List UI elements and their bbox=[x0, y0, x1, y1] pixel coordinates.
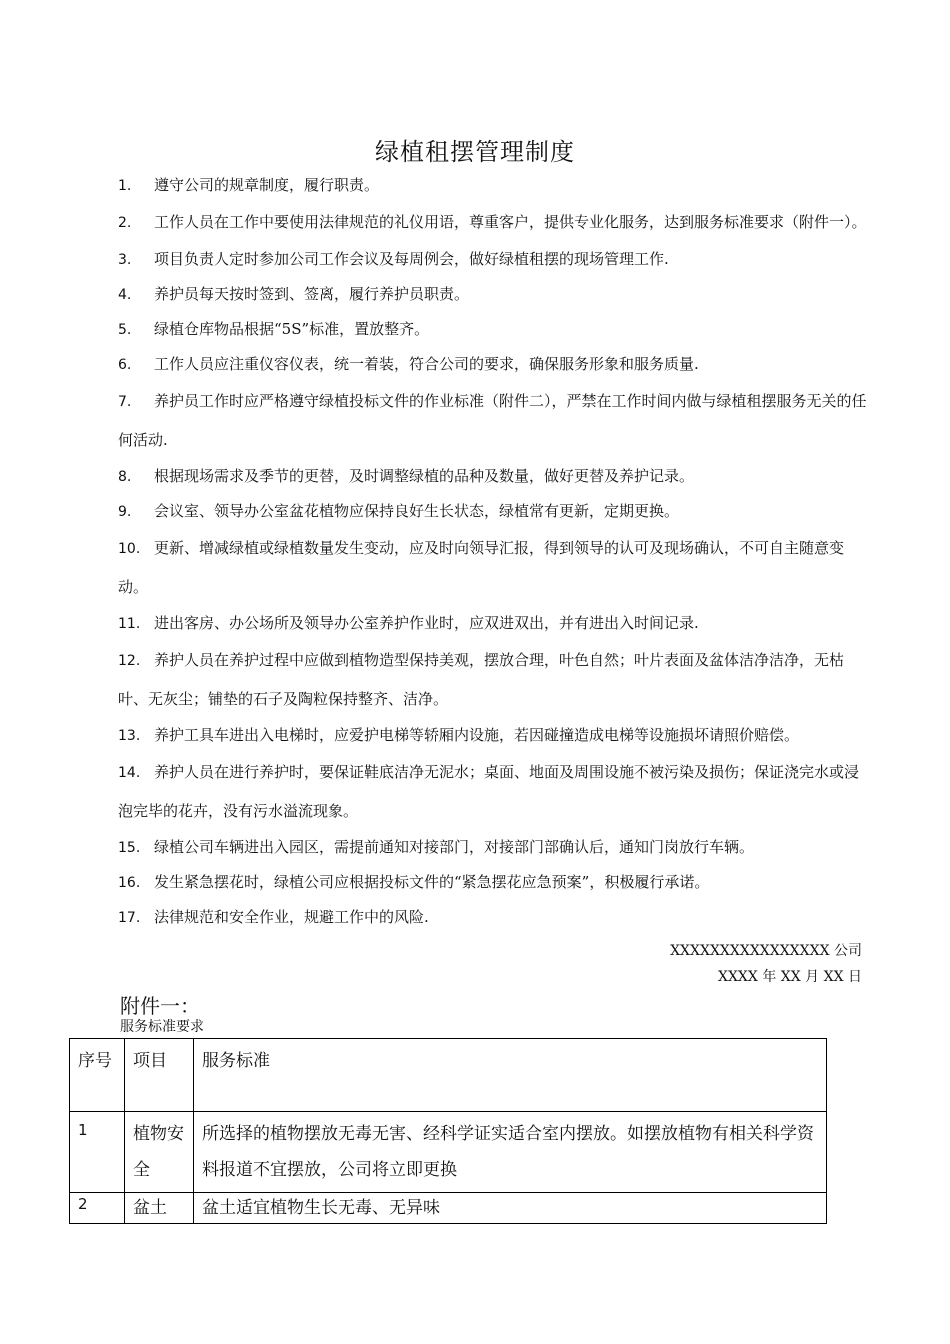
row-num: 1 bbox=[70, 1112, 125, 1193]
rule-text: 进出客房、办公场所及领导办公室养护作业时，应双进双出，并有进出入时间记录. bbox=[154, 614, 699, 632]
rule-item bbox=[118, 830, 870, 865]
rule-number: 9. bbox=[118, 504, 132, 520]
rule-item bbox=[118, 277, 870, 312]
rule-text: 根据现场需求及季节的更替，及时调整绿植的品种及数量，做好更替及养护记录。 bbox=[154, 467, 695, 485]
rule-number: 17. bbox=[118, 910, 141, 926]
rule-item bbox=[118, 347, 870, 382]
row-num: 2 bbox=[70, 1193, 125, 1224]
rule-number: 5. bbox=[118, 322, 132, 338]
rule-text: 绿植仓库物品根据“5S”标准，置放整齐。 bbox=[154, 320, 430, 338]
row-item: 盆土 bbox=[125, 1193, 194, 1224]
rule-number: 16. bbox=[118, 875, 141, 891]
rule-number: 7. bbox=[118, 394, 132, 410]
rule-item bbox=[118, 641, 870, 718]
rule-item bbox=[118, 242, 870, 277]
rule-number: 11. bbox=[118, 616, 141, 632]
table-row bbox=[70, 1112, 827, 1193]
rule-number: 12. bbox=[118, 653, 141, 669]
rule-number: 8. bbox=[118, 469, 132, 485]
rule-number: 10. bbox=[118, 541, 141, 557]
rule-item bbox=[118, 900, 870, 935]
rule-item bbox=[118, 203, 870, 242]
rule-item bbox=[118, 168, 870, 203]
header-standard: 服务标准 bbox=[194, 1039, 827, 1112]
rule-text: 养护工具车进出入电梯时，应爱护电梯等轿厢内设施，若因碰撞造成电梯等设施损坏请照价赔偿。 bbox=[154, 726, 800, 744]
page-title: 绿植租摆管理制度 bbox=[375, 138, 575, 166]
row-standard: 所选择的植物摆放无毒无害、经科学证实适合室内摆放。如摆放植物有相关科学资料报道不宜摆放，公司将立即更换 bbox=[194, 1112, 827, 1193]
rule-number: 14. bbox=[118, 765, 141, 781]
rule-text: 更新、增减绿植或绿植数量发生变动，应及时向领导汇报，得到领导的认可及现场确认，不可自主随意变动。 bbox=[118, 539, 845, 596]
rule-item bbox=[118, 753, 870, 830]
rule-text: 工作人员在工作中要使用法律规范的礼仪用语，尊重客户，提供专业化服务，达到服务标准要求（附件一）。 bbox=[154, 213, 867, 231]
rule-text: 绿植公司车辆进出入园区，需提前通知对接部门，对接部门部确认后，通知门岗放行车辆。 bbox=[154, 838, 755, 856]
rule-number: 3. bbox=[118, 252, 132, 268]
row-standard: 盆土适宜植物生长无毒、无异味 bbox=[194, 1193, 827, 1224]
rule-item bbox=[118, 865, 870, 900]
table-row bbox=[70, 1193, 827, 1224]
rule-item bbox=[118, 718, 870, 753]
rule-item bbox=[118, 606, 870, 641]
rule-text: 养护人员在养护过程中应做到植物造型保持美观，摆放合理，叶色自然；叶片表面及盆体洁净洁净，无枯叶、无灰尘；铺垫的石子及陶粒保持整齐、洁净。 bbox=[118, 651, 845, 708]
rule-number: 1. bbox=[118, 178, 132, 194]
rule-text: 遵守公司的规章制度，履行职责。 bbox=[154, 176, 380, 194]
rule-text: 会议室、领导办公室盆花植物应保持良好生长状态，绿植常有更新，定期更换。 bbox=[154, 502, 680, 520]
rule-text: 发生紧急摆花时，绿植公司应根据投标文件的“紧急摆花应急预案”，积极履行承诺。 bbox=[154, 873, 710, 891]
rule-number: 2. bbox=[118, 215, 132, 231]
annex-title: 附件一： bbox=[120, 994, 200, 1018]
header-num: 序号 bbox=[70, 1039, 125, 1112]
rule-number: 13. bbox=[118, 728, 141, 744]
row-item: 植物安全 bbox=[125, 1112, 194, 1193]
table-header-row bbox=[70, 1039, 827, 1112]
rule-text: 工作人员应注重仪容仪表，统一着装，符合公司的要求，确保服务形象和服务质量. bbox=[154, 355, 699, 373]
rule-item bbox=[118, 382, 870, 459]
rule-item bbox=[118, 529, 870, 606]
rule-item bbox=[118, 312, 870, 347]
rule-number: 6. bbox=[118, 357, 132, 373]
rules-list bbox=[118, 168, 870, 935]
rule-text: 养护员工作时应严格遵守绿植投标文件的作业标准（附件二），严禁在工作时间内做与绿植租摆服务无关的任何活动. bbox=[118, 392, 867, 449]
rule-text: 法律规范和安全作业，规避工作中的风险. bbox=[154, 908, 429, 926]
rule-text: 养护员每天按时签到、签离，履行养护员职责。 bbox=[154, 285, 470, 303]
rule-item bbox=[118, 459, 870, 494]
rule-text: 项目负责人定时参加公司工作会议及每周例会，做好绿植租摆的现场管理工作. bbox=[154, 250, 669, 268]
annex-subtitle: 服务标准要求 bbox=[120, 1019, 204, 1035]
signature-date: XXXX 年 XX 月 XX 日 bbox=[718, 969, 862, 985]
rule-number: 15. bbox=[118, 840, 141, 856]
rule-text: 养护人员在进行养护时，要保证鞋底洁净无泥水；桌面、地面及周围设施不被污染及损伤；保证浇完水或浸泡完毕的花卉，没有污水溢流现象。 bbox=[118, 763, 860, 820]
rule-number: 4. bbox=[118, 287, 132, 303]
header-item: 项目 bbox=[125, 1039, 194, 1112]
signature-company: XXXXXXXXXXXXXXXX 公司 bbox=[670, 943, 862, 959]
service-standard-table bbox=[69, 1038, 827, 1224]
rule-item bbox=[118, 494, 870, 529]
